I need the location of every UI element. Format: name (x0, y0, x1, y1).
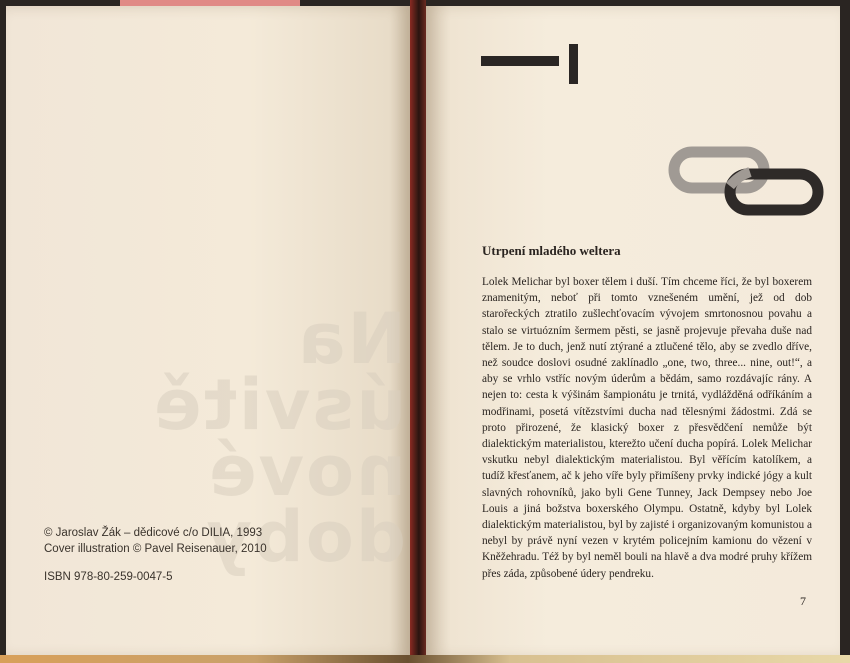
show-through-cover-print: Na úsvitě nové doby (151, 298, 406, 578)
copyright-block (44, 525, 364, 585)
chapter-body-text: Lolek Melichar byl boxer tělem i duší. Tím chceme říci, že byl boxerem znamenitým, neboť při tomto vznešeném umění, jež od dob starořeckých ztratilo zušlechťovacím vývojem smrtonosnou povahu a stalo se virtuózním šermem pěsti, se jasně projevuje převaha duše nad tělem. Je to duch, jenž nutí ztýrané a ztlučené tělo, aby se zvedlo dříve, než soudce doslovi osudné zaklínadlo „one, two, three... nine, out!“, a aby se vrhlo vstříc novým úderům a bědám, samo rozdávajíc rány. A nejen to: cesta k výšinám šampionátu je trnitá, vydlážděná odříkáním a modřinami, posetá vítězstvími ducha nad tělesnými žádostmi. Zdá se proto přirozené, že klasický boxer z přesvědčení nemůže být dialektickým materialistou, kterežto učení ducha popírá. Lolek Melichar vskutku nebyl dialektickým materialistou. Byl věřícím katolíkem, a tudíž křesťanem, ač k jeho víře byly přimíšeny prvky indické jógy a kult slavných rohovníků, jako byli Gene Tunney, Jack Dempsey nebo Joe Louis a jiná božstva boxerského Olympu. Ostatně, kdyby byl Lolek dialektickým materialistou, byl by zajisté i organizovaným komunistou a nebyl by právě nyní vezen v krytém policejním kamionu do vězení v Kněžehradu. Též by byl neměl bouli na hlavě a dva modré pruhy křížem přes záda, způsobené údery pendreku. (482, 276, 812, 580)
left-page (6, 6, 410, 658)
copyright-author: © Jaroslav Žák – dědicové c/o DILIA, 1993 (44, 527, 263, 539)
chapter-title: Utrpení mladého weltera (482, 243, 621, 258)
book-bottom-edge (0, 655, 850, 663)
page-number: 7 (800, 594, 806, 608)
isbn: ISBN 978-80-259-0047-5 (44, 571, 173, 583)
roman-numeral-one-icon (481, 44, 591, 84)
chain-links-icon (668, 146, 826, 218)
book-spine-gutter (410, 0, 426, 663)
copyright-illustration: Cover illustration © Pavel Reisenauer, 2010 (44, 543, 267, 555)
